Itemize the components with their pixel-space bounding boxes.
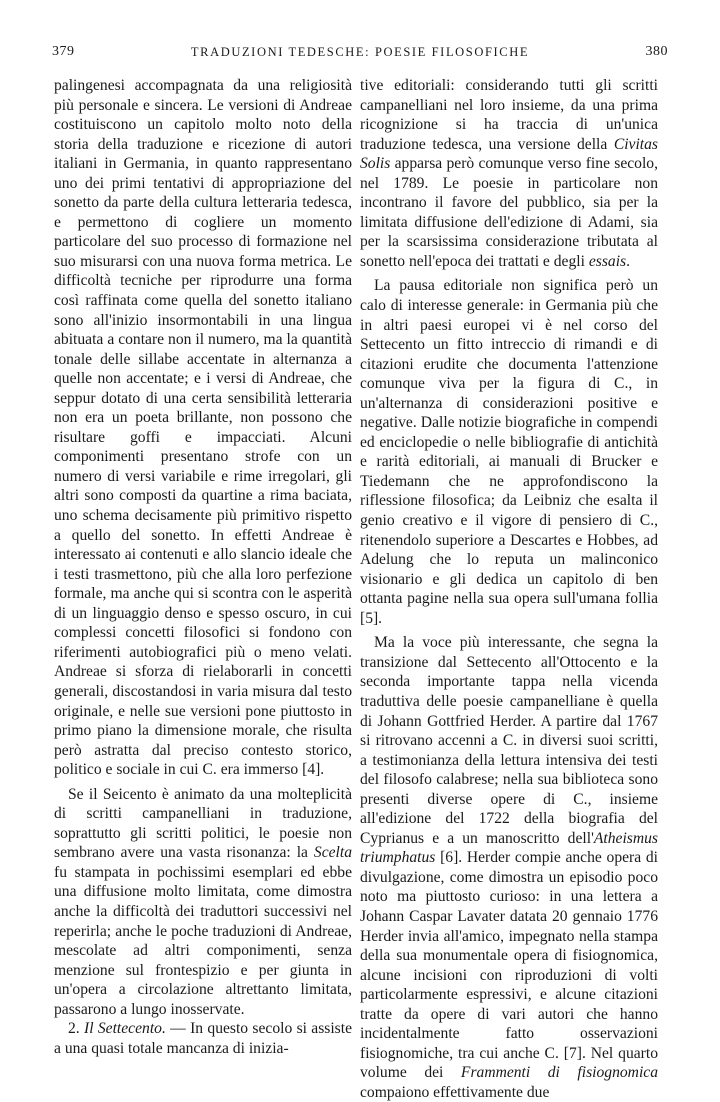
running-title: TRADUZIONI TEDESCHE: POESIE FILOSOFICHE	[190, 45, 530, 59]
right-p3-text-a: Ma la voce più interessante, che segna la transizione dal Settecento all'Ottocento e la seconda importante tappa nella vicenda traduttiva delle poesie campanelliane è quella di Johann Gottfried Herder. A partire dal 1767 si ritrovano accenni a C. in diversi suoi scritti, a testimonianza della lettura intensiva dei testi del filosofo calabrese; nella sua biblioteca sono presenti diverse opere di C., insieme all'edizione del 1722 della biografia del Cyprianus e a un manoscritto dell'	[360, 634, 658, 847]
right-p1-text-b: apparsa però comunque verso fine secolo, nel 1789. Le poesie in particolare non incontrano il favore del pubblico, sia per la limitata diffusione dell'edizione di Adami, sia per la scarsissima considerazione tributata al sonetto nell'epoca dei trattati e degli	[360, 155, 658, 270]
left-p2-italic-scelta: Scelta	[313, 844, 352, 862]
right-paragraph-3	[360, 633, 658, 1102]
right-p3-italic-atheismus: Atheismus triumphatus	[360, 829, 658, 867]
left-paragraph-2	[54, 785, 352, 1020]
right-p3-text-c: compaiono effettivamente due	[360, 1083, 550, 1101]
right-p1-italic-civitas: Civitas Solis	[360, 135, 658, 173]
right-p1-italic-essais: essais	[588, 252, 627, 270]
left-paragraph-1: palingenesi accompagnata da una religiosità più personale e sincera. Le versioni di Andreae costituiscono un capitolo molto noto della storia della traduzione e ricezione di autori italiani in Germania, in quanto rappresentano uno dei primi tentativi di appropriazione del sonetto da parte della cultura letteraria tedesca, e permettono di cogliere un momento particolare del suo processo di formazione nel suo misurarsi con una nuova forma metrica. Le difficoltà tecniche per riprodurre una forma così raffinata come quella del sonetto italiano sono all'inizio insormontabili in una lingua abituata a contare non il numero, ma la quantità tonale delle sillabe accentate in alternanza a quelle non accentate; e i versi di Andreae, che seppur dotato di una certa sensibilità letteraria non era un poeta brillante, non possono che risultare goffi e impacciati. Alcuni componimenti presentano strofe con un numero di versi variabile e rime irregolari, gli altri sono composti da quartine a rima baciata, uno schema decisamente più primitivo rispetto a quello del sonetto. In effetti Andreae è interessato ai contenuti e allo slancio ideale che i testi trasmettono, più che alla loro perfezione formale, ma anche qui si scontra con le asperità di un linguaggio denso e spesso oscuro, in cui complessi concetti filosofici si fondono con riferimenti autobiografici più o meno velati. Andreae si sforza di rielaborarli in concetti generali, discostandosi in varia misura dal testo originale, e nelle sue versioni pone piuttosto in primo piano la dimensione morale, che risulta però astratta dal preciso contesto storico, politico e sociale in cui C. era immerso [4].	[54, 77, 352, 779]
right-paragraph-2: La pausa editoriale non significa però un calo di interesse generale: in Germania più che in altri paesi europei vi è nel corso del Settecento un fitto intreccio di rimandi e di citazioni erudite che documenta l'attenzione comunque viva per la figura di C., in un'alternanza di considerazioni positive e negative. Dalle notizie biografiche in compendi ed enciclopedie o nelle bibliografie di antichità e rarità editoriali, ai manuali di Brucker e Tiedemann che ne approfondiscono la riflessione filosofica; da Leibniz che esalta il genio creativo e il vigore di pensiero di C., ritenendolo superiore a Descartes e Hobbes, ad Adelung che lo reputa un malinconico visionario e gli dedica un capitolo di ben ottanta pagine nella sua opera sull'umana follia [5].	[360, 277, 658, 627]
right-text-column	[360, 76, 658, 1102]
left-paragraph-3	[54, 1019, 352, 1058]
right-p3-text-b: [6]. Herder compie anche opera di divulgazione, come dimostra un episodio poco noto ma piuttosto curioso: in una lettera a Johann Caspar Lavater datata 20 gennaio 1776 Herder invia all'amico, impegnato nella stampa della sua monumentale opera di fisiognomica, alcune incisioni con riproduzioni di volti particolarmente espressivi, e alcune citazioni tratte da opere di vari autori che hanno incidentalmente fatto osservazioni fisiognomiche, tra cui anche C. [7]. Nel quarto volume dei	[360, 849, 658, 1082]
left-p3-text: — In questo secolo si assiste a una quasi totale mancanza di inizia-	[54, 1020, 353, 1057]
left-text-column	[54, 76, 352, 1058]
right-p1-text-c: .	[626, 252, 631, 270]
right-p1-text-a: tive editoriali: considerando tutti gli scritti campanelliani nel loro insieme, da una prima ricognizione si ha traccia di un'unica traduzione tedesca, una versione della	[360, 77, 658, 153]
right-paragraph-1	[360, 76, 658, 271]
section-title: Il Settecento.	[84, 1020, 166, 1038]
section-number: 2.	[68, 1020, 80, 1038]
page-number-left: 379	[52, 44, 75, 59]
running-header	[52, 44, 668, 64]
left-p2-text-a: Se il Seicento è animato da una molteplicità di scritti campanelliani in traduzione, soprattutto gli scritti politici, le poesie non sembrano avere una vasta risonanza: la	[54, 785, 352, 862]
right-p3-italic-frammenti: Frammenti di fisiognomica	[460, 1064, 658, 1082]
left-p2-text-b: fu stampata in pochissimi esemplari ed ebbe una diffusione molto limitata, come dimostra anche la difficoltà dei traduttori successivi nel reperirla; anche le poche traduzioni di Andreae, mescolate ad altri componimenti, senza menzione sul frontespizio e per giunta in un'opera a circolazione altrettanto limitata, passarono a lungo inosservate.	[54, 863, 352, 1018]
page-number-right: 380	[645, 44, 668, 59]
